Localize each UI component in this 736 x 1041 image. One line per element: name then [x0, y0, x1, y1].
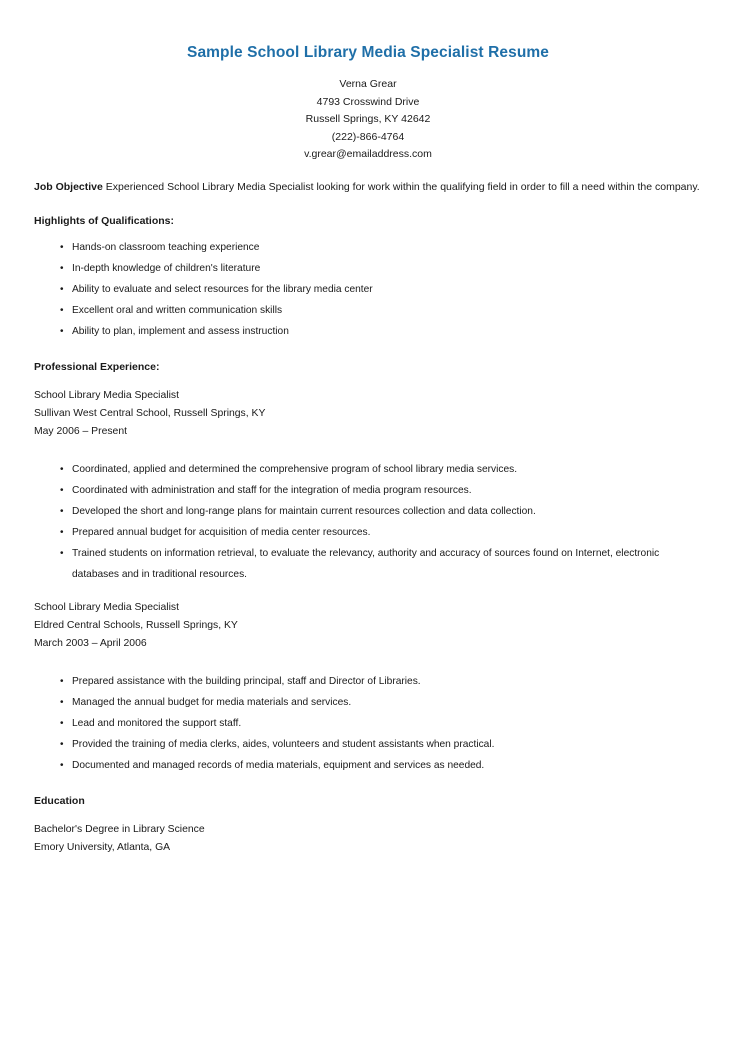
contact-city-state-zip: Russell Springs, KY 42642: [305, 113, 431, 125]
job-objective: [34, 178, 706, 196]
spacer: [30, 447, 706, 459]
job-dates: May 2006 – Present: [34, 425, 127, 437]
job-entry: [34, 387, 706, 441]
list-item: • Coordinated with administration and staff for the integration of media program resources.: [30, 480, 706, 501]
spacer: [30, 659, 706, 671]
list-item: • Provided the training of media clerks, aides, volunteers and student assistants when practical.: [30, 734, 706, 755]
list-item: • Prepared assistance with the building principal, staff and Director of Libraries.: [30, 671, 706, 692]
highlights-list: [30, 237, 706, 342]
job-entry: [34, 599, 706, 653]
contact-block: [30, 76, 706, 164]
list-item: • Hands-on classroom teaching experience: [30, 237, 706, 258]
job-employer: Eldred Central Schools, Russell Springs, KY: [34, 619, 238, 631]
job-employer: Sullivan West Central School, Russell Springs, KY: [34, 407, 266, 419]
job-objective-label: Job Objective: [34, 180, 103, 193]
list-item: • Documented and managed records of media materials, equipment and services as needed.: [30, 755, 706, 776]
job-duties-list: [30, 671, 706, 776]
list-item: • Coordinated, applied and determined the comprehensive program of school library media services.: [30, 459, 706, 480]
highlights-heading: Highlights of Qualifications:: [34, 214, 174, 227]
resume-document: [30, 40, 706, 857]
candidate-name: Verna Grear: [339, 78, 397, 90]
list-item: • Ability to plan, implement and assess instruction: [30, 321, 706, 342]
page-title: Sample School Library Media Specialist Resume: [187, 44, 549, 61]
contact-street: 4793 Crosswind Drive: [316, 95, 420, 108]
list-item: • Ability to evaluate and select resources for the library media center: [30, 279, 706, 300]
list-item: • Trained students on information retrieval, to evaluate the relevancy, authority and accuracy of sources found on Internet, electronic databases and in traditional resources.: [30, 543, 706, 585]
list-item: • In-depth knowledge of children's literature: [30, 258, 706, 279]
job-title: School Library Media Specialist: [34, 389, 179, 401]
list-item: • Lead and monitored the support staff.: [30, 713, 706, 734]
contact-email: v.grear@emailaddress.com: [304, 148, 432, 160]
education-school: Emory University, Atlanta, GA: [34, 841, 171, 853]
job-objective-text: Experienced School Library Media Specialist looking for work within the qualifying field in order to fill a need within the company.: [102, 180, 700, 193]
education-degree: Bachelor's Degree in Library Science: [34, 823, 205, 835]
list-item: • Excellent oral and written communication skills: [30, 300, 706, 321]
education-heading: Education: [34, 794, 85, 807]
job-duties-list: [30, 459, 706, 585]
education-entry: [34, 821, 706, 857]
job-dates: March 2003 – April 2006: [34, 637, 147, 649]
job-title: School Library Media Specialist: [34, 601, 179, 613]
experience-heading: Professional Experience:: [34, 360, 160, 373]
list-item: • Prepared annual budget for acquisition of media center resources.: [30, 522, 706, 543]
list-item: • Managed the annual budget for media materials and services.: [30, 692, 706, 713]
contact-phone: (222)-866-4764: [331, 130, 405, 143]
list-item: • Developed the short and long-range plans for maintain current resources collection and data collection.: [30, 501, 706, 522]
